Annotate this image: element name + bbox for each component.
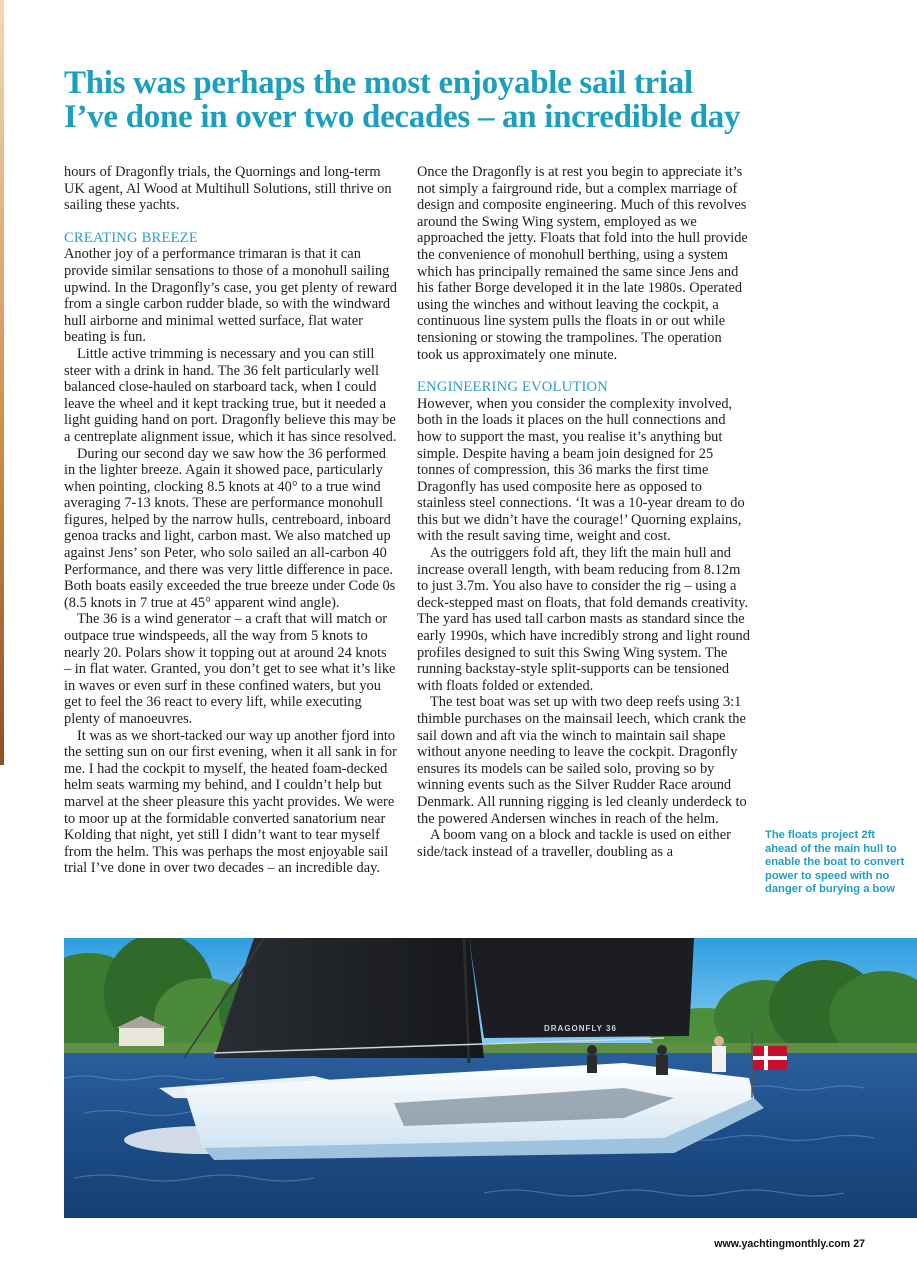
headline-line-1: This was perhaps the most enjoyable sail trial: [64, 65, 693, 101]
section-heading-engineering-evolution: ENGINEERING EVOLUTION: [417, 379, 609, 396]
trimaran-photo: [64, 938, 917, 1218]
headline-line-2: I’ve done in over two decades – an incredible day: [64, 99, 741, 135]
paragraph: A boom vang on a block and tackle is used on either side/tack instead of a traveller, doubling as a: [417, 827, 731, 860]
page-number: 27: [853, 1238, 865, 1250]
sail-branding: DRAGONFLY 36: [544, 1024, 617, 1033]
paragraph: As the outriggers fold aft, they lift the main hull and increase overall length, with beam reducing from 8.12m to just 3.7m. You also have to consider the rig – using a deck-stepped mast on floats, that fold demands creativity. The yard has used tall carbon masts as standard since the early 1990s, which have incredibly strong and light round profiles designed to suit this Swing Wing system. The running backstay-style split-supports can be tensioned with floats folded or extended.: [417, 545, 750, 694]
headline: [64, 66, 784, 134]
paragraph: The 36 is a wind generator – a craft that will match or outpace true windspeeds, all the way from 5 knots to nearly 20. Polars show it topping out at around 24 knots – in flat water. Granted, you don’t get to see what it’s like in waves or even surf in these confined waters, but you get to feel the 36 react to every lift, while executing plenty of manoeuvres.: [64, 611, 396, 727]
page-footer: [714, 1238, 865, 1250]
jib: [469, 938, 694, 1038]
paragraph: Another joy of a performance trimaran is that it can provide similar sensations to those of a monohull sailing upwind. In the Dragonfly’s case, you get plenty of reward from a single carbon rudder blade, so with the windward hull airborne and minimal wetted surface, flat water beating is fun.: [64, 246, 397, 346]
section-heading-creating-breeze: CREATING BREEZE: [64, 229, 198, 246]
right-column: [417, 164, 750, 860]
paragraph: It was as we short-tacked our way up another fjord into the setting sun on our first evening, when it all sank in for me. I had the cockpit to myself, the heated foam-decked helm seats warming my behind, and I couldn’t help but marvel at the sheer pleasure this yacht provides. We were to moor up at the formidable converted sanatorium near Kolding that night, yet still I didn’t want to tear myself from the helm. This was perhaps the most enjoyable sail trial I’ve done in over two decades – an incredible day.: [64, 727, 397, 877]
footer-url: www.yachtingmonthly.com: [714, 1238, 851, 1250]
photo-caption: The floats project 2ft ahead of the main hull to enable the boat to convert power to speed with no danger of burying a bow: [765, 829, 905, 896]
paragraph: During our second day we saw how the 36 performed in the lighter breeze. Again it showed pace, particularly when pointing, clocking 8.5 knots at 40° to a true wind averaging 7-13 knots. These are performance monohull figures, helped by the narrow hulls, centreboard, inboard genoa tracks and light, carbon mast. We also matched up against Jens’ son Peter, who solo sailed an all-carbon 40 Performance, and there was very little difference in pace. Both boats easily exceeded the true breeze under Code 0s (8.5 knots in 7 true at 45° apparent wind angle).: [64, 445, 396, 611]
building: [119, 1026, 164, 1046]
left-column: [64, 164, 397, 877]
paragraph: hours of Dragonfly trials, the Quornings and long-term UK agent, Al Wood at Multihull Solutions, still thrive on sailing these yachts.: [64, 164, 392, 214]
previous-page-edge-strip: [0, 0, 4, 765]
paragraph: However, when you consider the complexity involved, both in the loads it places on the hull connections and how to support the mast, you realise it’s anything but simple. Despite having a beam join designed for 25 tonnes of compression, this 36 marks the first time Dragonfly has used composite here as opposed to stainless steel connections. ‘It was a 10-year dream to do this but we didn’t have the courage!’ Quorning explains, with the result saving time, weight and cost.: [417, 395, 745, 545]
paragraph: Little active trimming is necessary and you can still steer with a drink in hand. The 36 felt particularly well balanced close-hauled on starboard tack, when I could leave the wheel and it kept tracking true, but it needed a light guiding hand on port. Dragonfly believe this may be a centreplate alignment issue, which it has since resolved.: [64, 345, 397, 445]
mainsail: [214, 938, 484, 1058]
paragraph: The test boat was set up with two deep reefs using 3:1 thimble purchases on the mainsail leech, which crank the sail down and aft via the winch to maintain sail shape without anyone needing to leave the cockpit. Dragonfly ensures its models can be sailed solo, proving so by winning events such as the Silver Rudder Race around Denmark. All running rigging is led cleanly underdeck to the powered Andersen winches in reach of the helm.: [417, 694, 747, 827]
paragraph: Once the Dragonfly is at rest you begin to appreciate it’s not simply a fairground ride, but a complex marriage of design and composite engineering. Much of this revolves around the Swing Wing system, employed as we approached the jetty. Floats that fold into the hull provide the convenience of monohull berthing, using a system which has principally remained the same since Jens and his father Borge developed it in the late 1980s. Operated using the winches and without leaving the cockpit, a continuous line system pulls the floats in or out while tensioning or stowing the trampolines. The operation took us approximately one minute.: [417, 164, 748, 363]
